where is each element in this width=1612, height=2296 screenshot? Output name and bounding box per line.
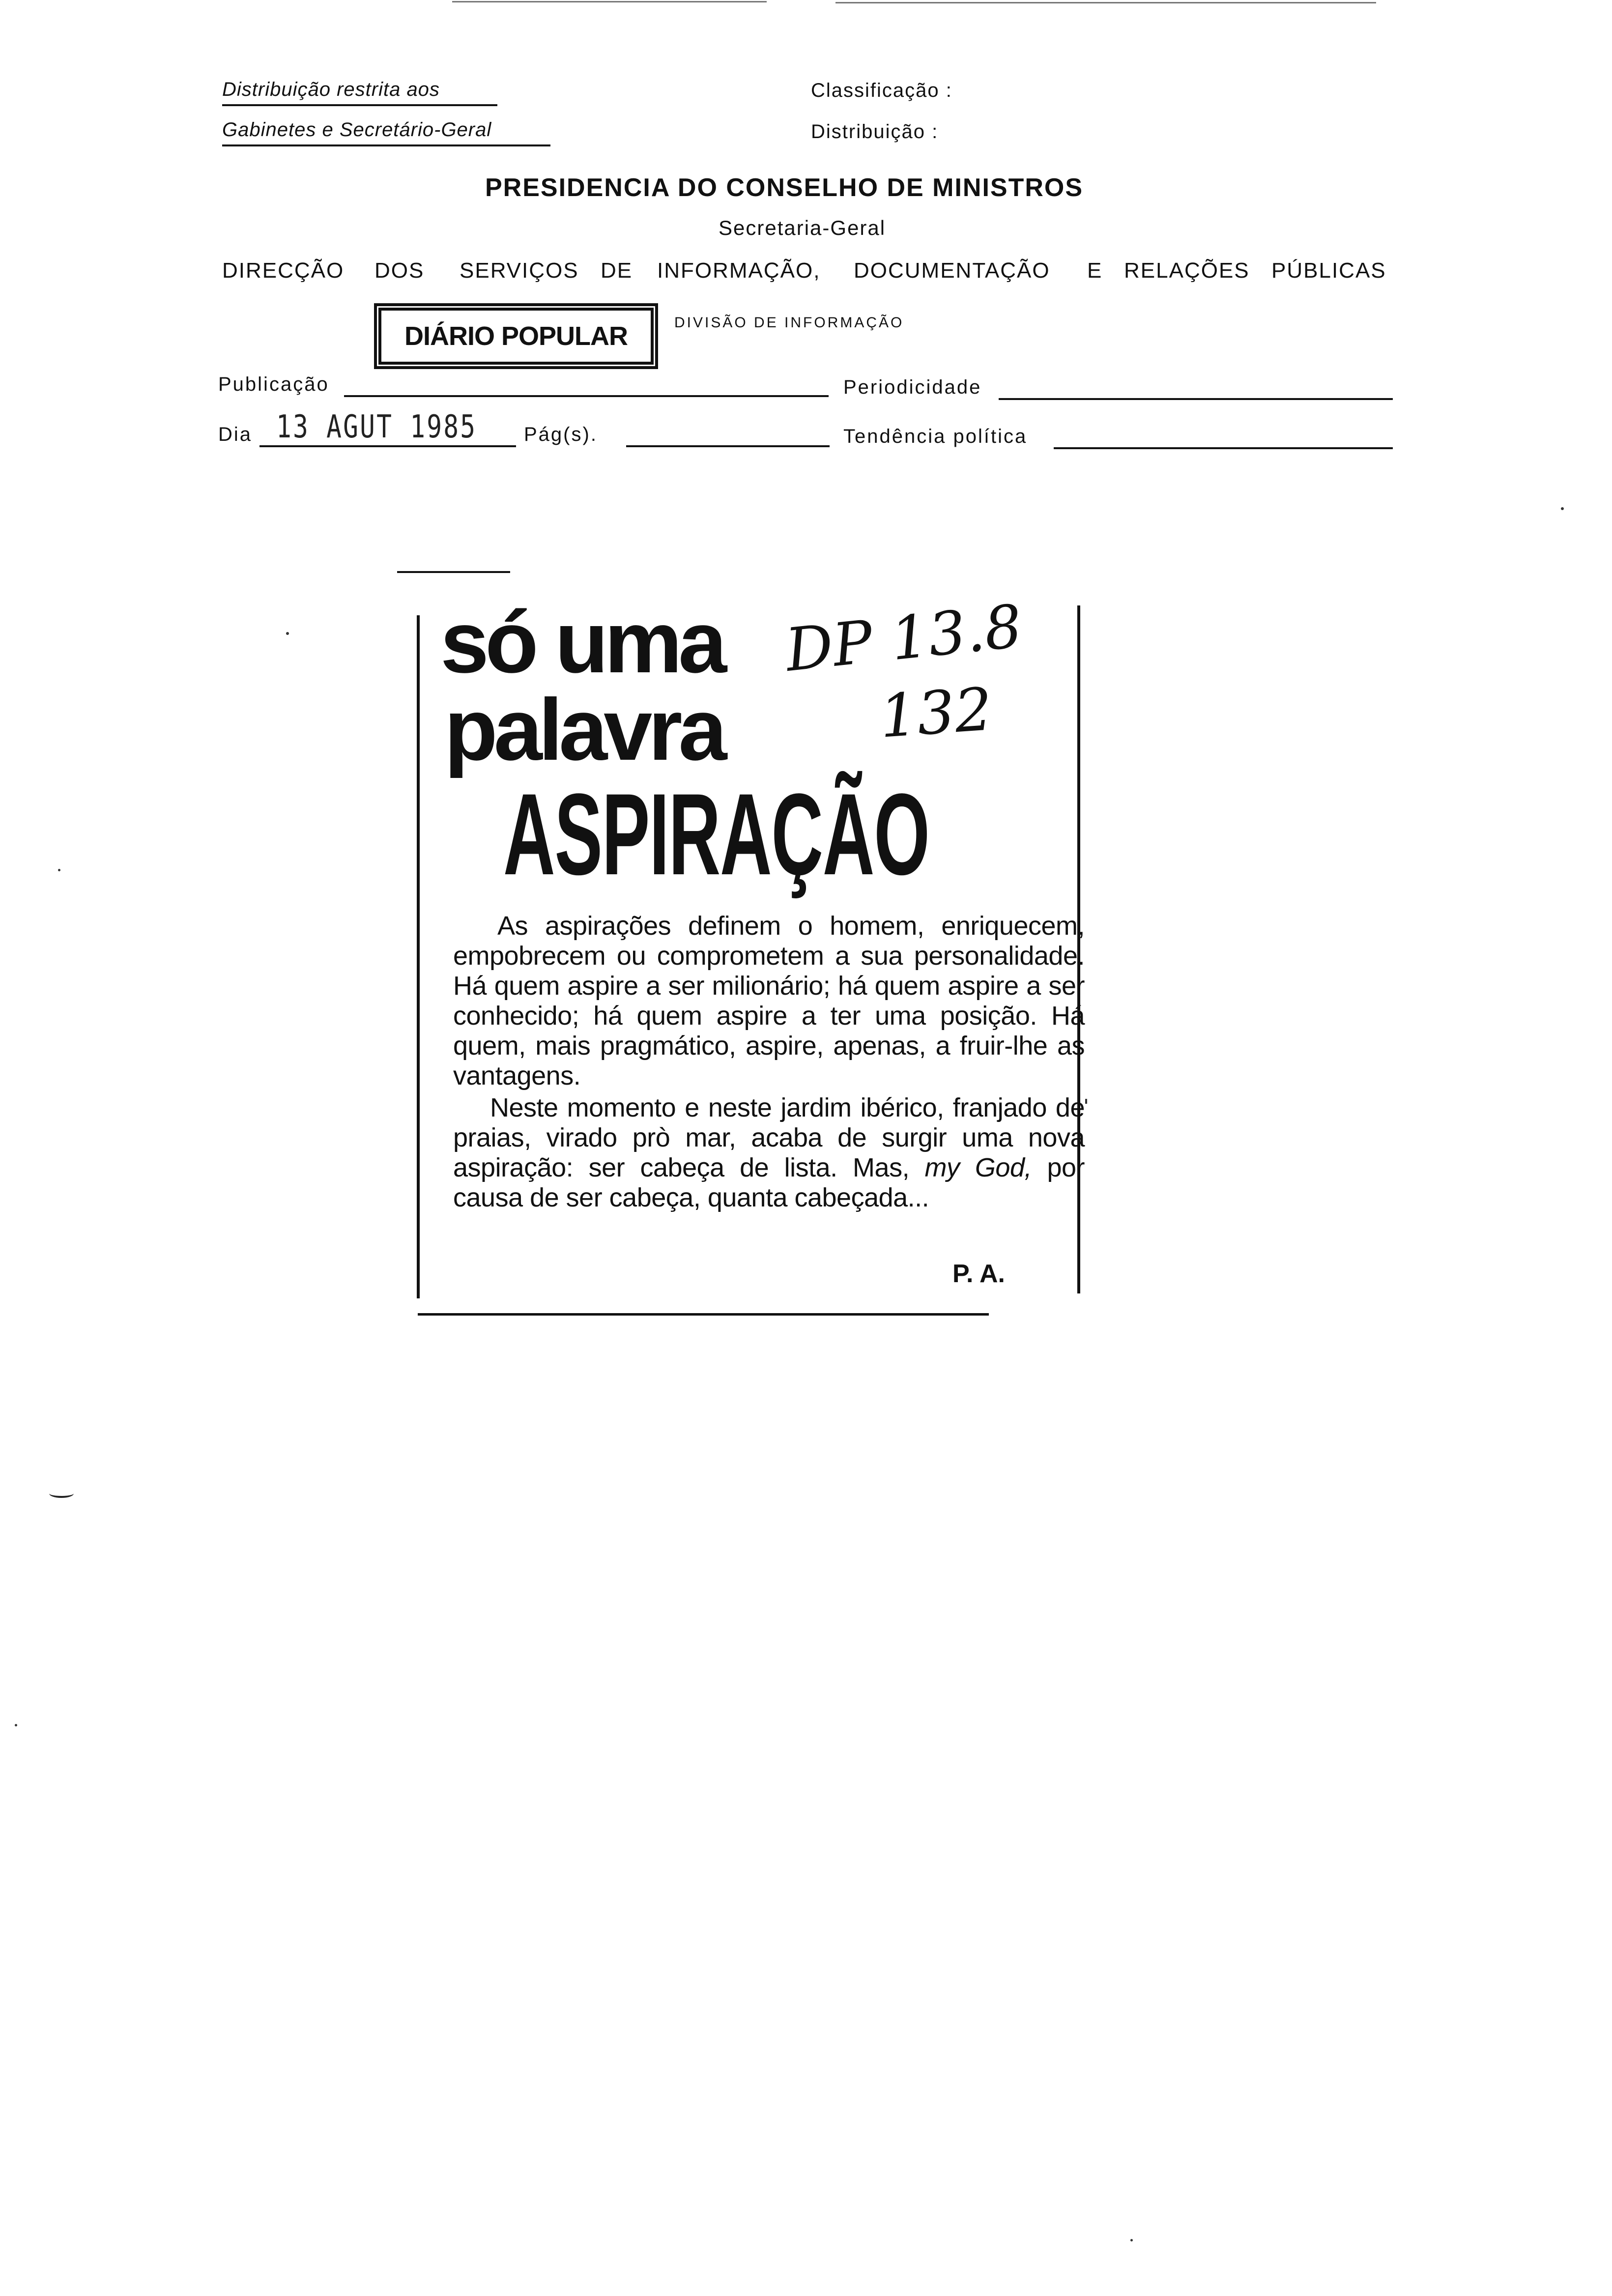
handwritten-note-1: DP 13.8 <box>782 592 1026 685</box>
secretariat-title: Secretaria-Geral <box>719 216 886 239</box>
directorate-word: DE <box>601 258 633 283</box>
scan-speck <box>286 632 289 635</box>
distribution-label: Distribuição : <box>811 121 939 143</box>
article-paragraph-1: As aspirações definem o homem, enriquecem, empobrecem ou comprometem a sua personalidade. Há quem aspire a ser milionário; há quem aspire a ser conhecido; há quem aspire a ter uma posição. Há quem, mais pragmático, aspire, apenas, a fruir-lhe as vantagens. <box>453 911 1085 1091</box>
scan-speck <box>1085 1099 1087 1104</box>
scan-speck <box>1561 507 1564 510</box>
directorate-word: E <box>1087 258 1103 283</box>
directorate-word: INFORMAÇÃO, <box>657 258 821 283</box>
clipping-top-rule <box>397 571 510 573</box>
publicacao-label: Publicação <box>218 373 329 395</box>
directorate-word: DOS <box>374 258 425 283</box>
dia-label: Dia <box>218 424 253 445</box>
tendencia-label: Tendência política <box>843 426 1028 447</box>
directorate-title <box>0 258 1612 288</box>
article-paragraph-2 <box>453 1093 1085 1213</box>
tendencia-line <box>1054 447 1393 449</box>
organization-title: PRESIDENCIA DO CONSELHO DE MINISTROS <box>485 173 1084 202</box>
distribution-note-underline <box>222 104 497 106</box>
periodicidade-line <box>999 398 1393 400</box>
dia-line <box>259 445 516 447</box>
directorate-word: SERVIÇOS <box>460 258 579 283</box>
date-stamp: 13 AGUT 1985 <box>276 409 477 445</box>
pags-line <box>626 445 830 447</box>
article-paragraph-2-emphasis: my God, <box>924 1153 1032 1182</box>
distribution-note-underline <box>222 144 550 146</box>
headline-line1: só uma <box>440 593 723 691</box>
publicacao-line <box>344 395 829 397</box>
directorate-word: RELAÇÕES <box>1124 258 1250 283</box>
scan-edge-line <box>835 2 1376 3</box>
directorate-word: DIRECÇÃO <box>222 258 345 283</box>
clipping-left-border <box>417 615 420 1298</box>
scan-edge-line <box>452 1 767 2</box>
pags-label: Pág(s). <box>524 424 598 445</box>
directorate-word: PÚBLICAS <box>1271 258 1386 283</box>
headline-main: ASPIRAÇÃO <box>503 770 929 899</box>
handwritten-note-2: 132 <box>877 675 995 751</box>
scan-speck <box>1130 2239 1133 2241</box>
scan-speck <box>58 869 60 871</box>
scan-speck <box>15 1724 17 1726</box>
periodicidade-label: Periodicidade <box>843 376 982 398</box>
distribution-note-line1: Distribuição restrita aos <box>222 79 440 100</box>
scan-mark <box>49 1489 74 1498</box>
headline-line2: palavra <box>444 681 723 778</box>
classification-label: Classificação : <box>811 80 952 101</box>
clipping-bottom-rule <box>418 1313 989 1316</box>
article-paragraph-2-start: Neste momento e neste jardim ibérico, franjado de praias, virado prò mar, acaba de surgir uma nova aspiração: ser cabeça de lista. Mas, <box>453 1093 1085 1182</box>
publication-stamp-box: DIÁRIO POPULAR <box>378 308 654 365</box>
directorate-word: DOCUMENTAÇÃO <box>854 258 1050 283</box>
article-body <box>453 911 1085 1213</box>
division-label: DIVISÃO DE INFORMAÇÃO <box>674 315 904 331</box>
article-paragraph-2-end: por causa de ser cabeça, quanta cabeçada... <box>453 1153 1085 1212</box>
article-signature: P. A. <box>952 1260 1005 1288</box>
distribution-note-line2: Gabinetes e Secretário-Geral <box>222 119 492 141</box>
